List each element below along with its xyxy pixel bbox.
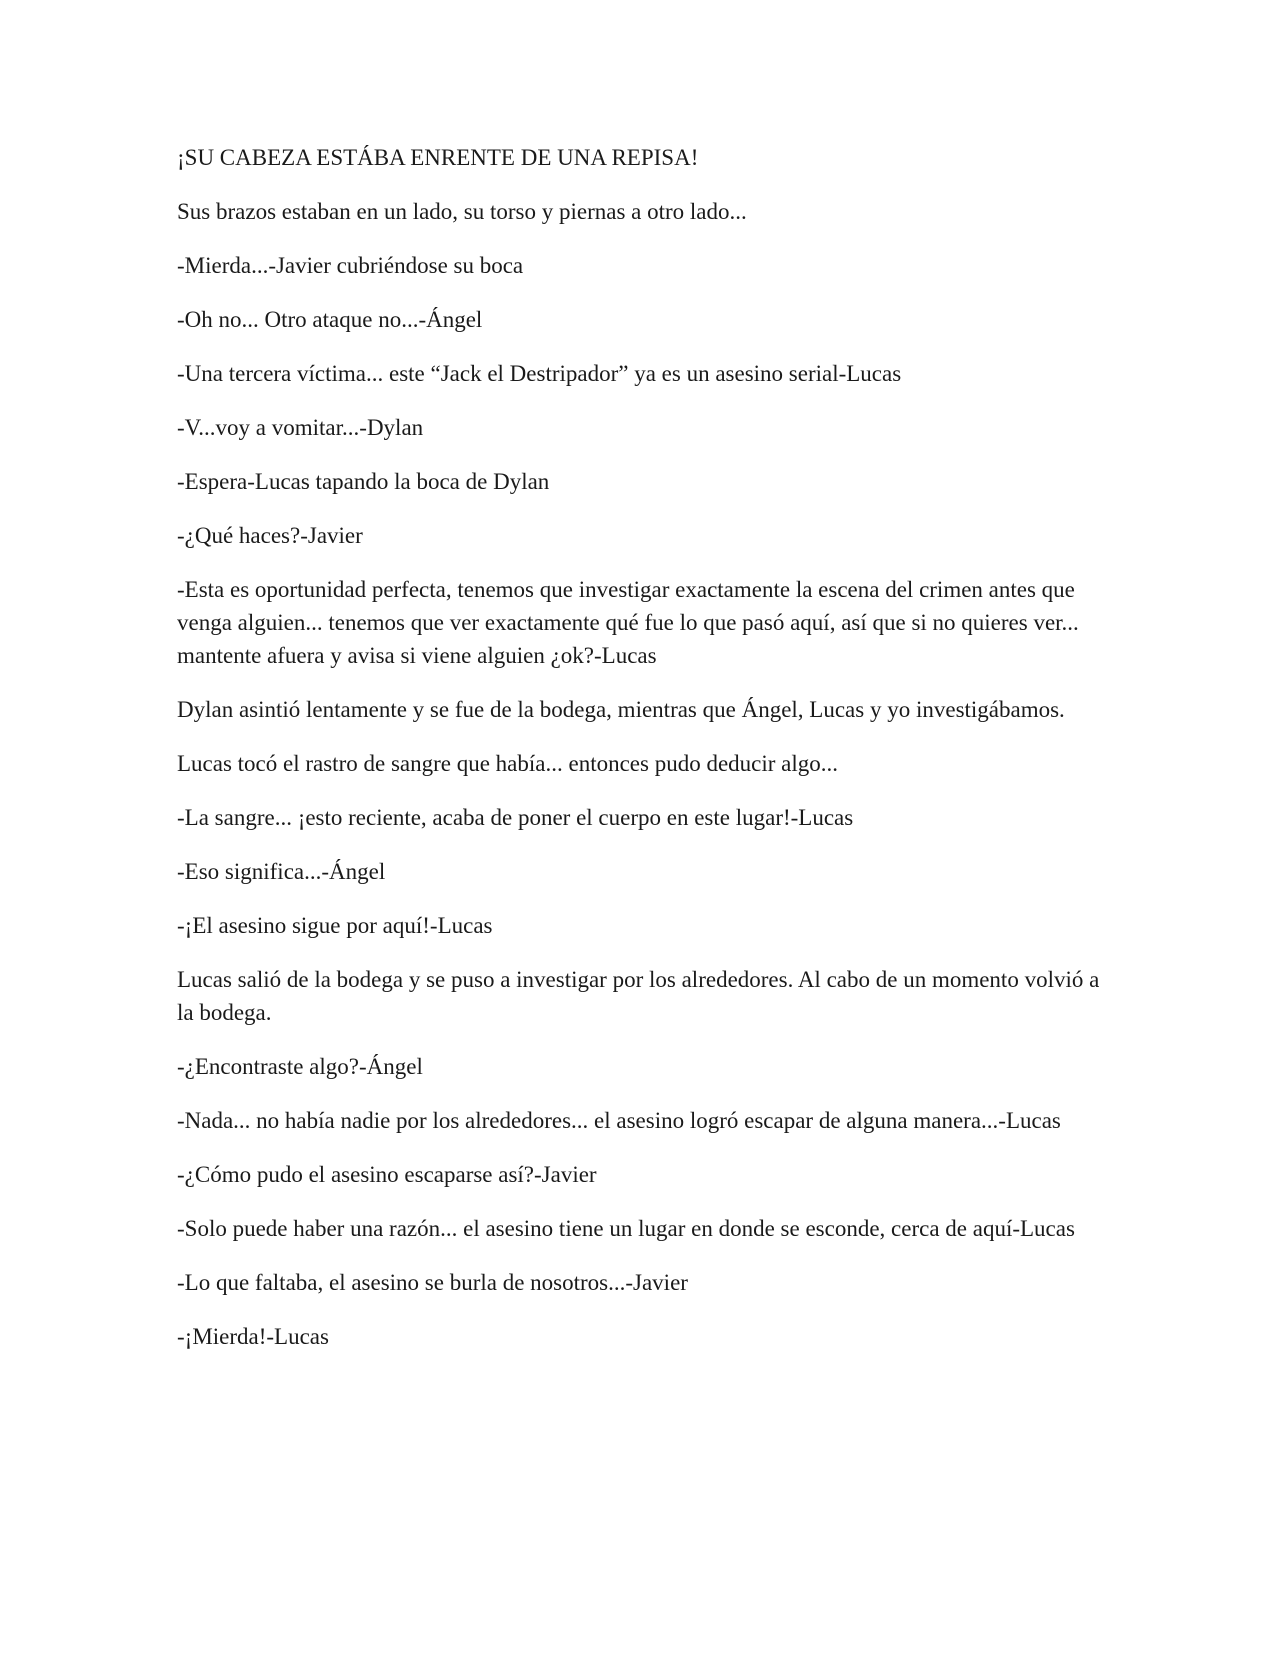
paragraph: -Solo puede haber una razón... el asesino tiene un lugar en donde se esconde, cerca de aquí-Lucas: [177, 1216, 1075, 1241]
paragraph: -Lo que faltaba, el asesino se burla de nosotros...-Javier: [177, 1270, 688, 1295]
paragraph: ¡SU CABEZA ESTÁBA ENRENTE DE UNA REPISA!: [177, 145, 699, 170]
paragraph: -¿Cómo pudo el asesino escaparse así?-Javier: [177, 1162, 597, 1187]
paragraph: Lucas salió de la bodega y se puso a investigar por los alrededores. Al cabo de un momento volvió a la bodega.: [177, 967, 1100, 1025]
paragraph: -Oh no... Otro ataque no...-Ángel: [177, 307, 483, 332]
paragraph: -Una tercera víctima... este “Jack el Destripador” ya es un asesino serial-Lucas: [177, 361, 902, 386]
paragraph: -Espera-Lucas tapando la boca de Dylan: [177, 469, 550, 494]
paragraph: Lucas tocó el rastro de sangre que había... entonces pudo deducir algo...: [177, 751, 839, 776]
paragraph: -Mierda...-Javier cubriéndose su boca: [177, 253, 524, 278]
paragraph: -¡Mierda!-Lucas: [177, 1324, 329, 1349]
paragraph: -V...voy a vomitar...-Dylan: [177, 415, 424, 440]
paragraph: -¿Qué haces?-Javier: [177, 523, 363, 548]
paragraph: Dylan asintió lentamente y se fue de la bodega, mientras que Ángel, Lucas y yo investigábamos.: [177, 697, 1065, 722]
paragraph: -Eso significa...-Ángel: [177, 859, 386, 884]
paragraph: -¡El asesino sigue por aquí!-Lucas: [177, 913, 493, 938]
paragraph: -Nada... no había nadie por los alrededores... el asesino logró escapar de alguna manera...-Lucas: [177, 1108, 1061, 1133]
paragraph: -Esta es oportunidad perfecta, tenemos que investigar exactamente la escena del crimen antes que venga alguien... tenemos que ver exactamente qué fue lo que pasó aquí, así que si no quieres ver... mantente afuera y avisa si viene alguien ¿ok?-Lucas: [177, 577, 1079, 668]
paragraph: Sus brazos estaban en un lado, su torso y piernas a otro lado...: [177, 199, 747, 224]
paragraph: -¿Encontraste algo?-Ángel: [177, 1054, 423, 1079]
document-body: [177, 141, 1102, 1374]
paragraph: -La sangre... ¡esto reciente, acaba de poner el cuerpo en este lugar!-Lucas: [177, 805, 854, 830]
